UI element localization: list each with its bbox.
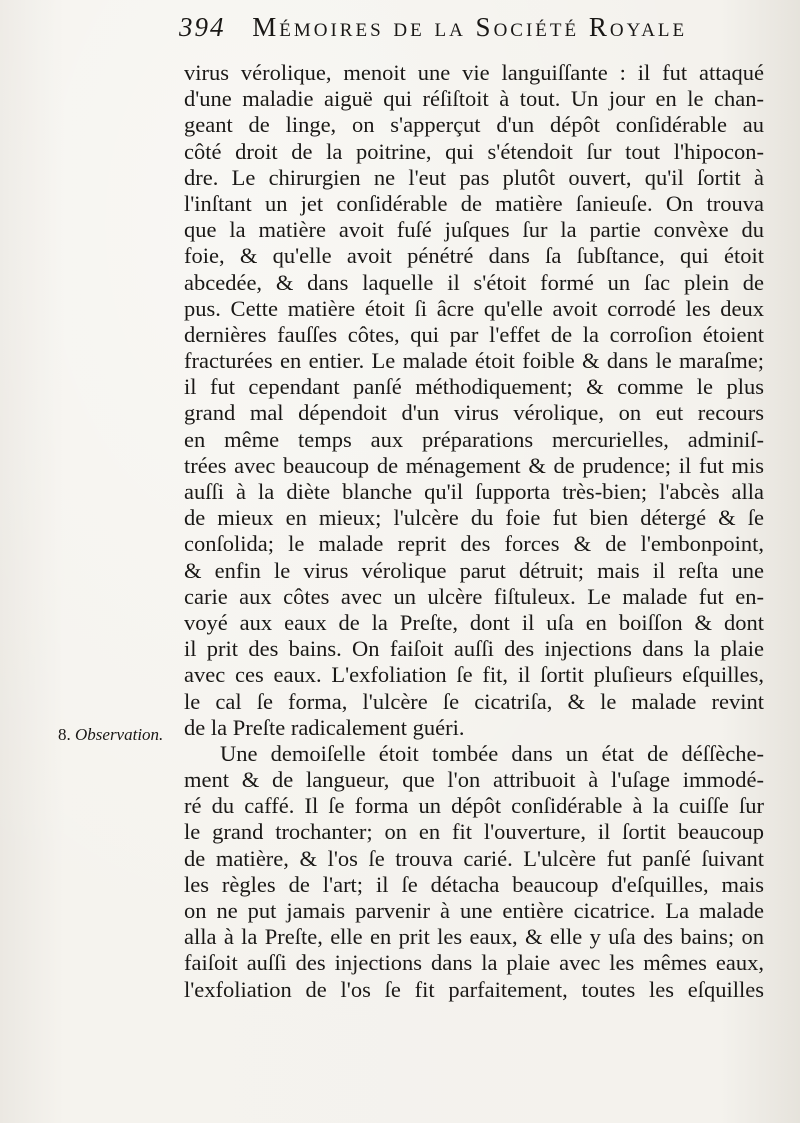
text-line: le grand trochanter; on en fit l'ouverture, il ſortit beaucoup xyxy=(184,819,764,845)
text-line: en même temps aux préparations mercurielles, adminiſ- xyxy=(184,426,764,452)
text-line: faiſoit auſſi des injections dans la plaie avec les mêmes eaux, xyxy=(184,950,764,976)
text-line: auſſi à la diète blanche qu'il ſupporta très-bien; l'abcès alla xyxy=(184,479,764,504)
text-line: le cal ſe forma, l'ulcère ſe cicatriſa, & le malade revint xyxy=(184,688,764,714)
text-line: geant de linge, on s'apperçut d'un dépôt conſidérable au xyxy=(184,112,764,138)
text-line: l'exfoliation de l'os ſe fit parfaitement, toutes les eſquilles xyxy=(184,976,764,1002)
text-line: avec ces eaux. L'exfoliation ſe fit, il ſortit pluſieurs eſquilles, xyxy=(184,662,764,688)
text-line: ré du caffé. Il ſe forma un dépôt conſidérable à la cuiſſe ſur xyxy=(184,793,764,819)
text-line: de matière, & l'os ſe trouva carié. L'ulcère fut panſé ſuivant xyxy=(184,845,764,871)
text-line: que la matière avoit fuſé juſques ſur la partie convèxe du xyxy=(184,217,764,243)
text-line: & enfin le virus vérolique parut détruit; mais il reſta une xyxy=(184,557,764,583)
text-line: grand mal dépendoit d'un virus vérolique, on eut recours xyxy=(184,400,764,426)
margin-note-label: Observation. xyxy=(75,725,164,744)
text-line: alla à la Preſte, elle en prit les eaux, & elle y uſa des bains; on xyxy=(184,924,764,950)
text-line: les règles de l'art; il ſe détacha beaucoup d'eſquilles, mais xyxy=(184,871,764,897)
text-line: de la Preſte radicalement guéri. xyxy=(184,714,465,740)
text-line: virus vérolique, menoit une vie languiſſante : il fut attaqué xyxy=(184,60,764,85)
text-line: abcedée, & dans laquelle il s'étoit formé un ſac plein de xyxy=(184,269,764,295)
page-number: 394 xyxy=(179,12,226,42)
body-text xyxy=(184,60,764,1003)
text-line: de mieux en mieux; l'ulcère du foie fut bien détergé & ſe xyxy=(184,505,764,531)
text-line: conſolida; le malade reprit des forces & de l'embonpoint, xyxy=(184,531,764,557)
text-line: il fut cependant panſé méthodiquement; & comme le plus xyxy=(184,374,764,400)
text-line: on ne put jamais parvenir à une entière cicatrice. La malade xyxy=(184,898,764,923)
paragraph-start-line: Une demoiſelle étoit tombée dans un état de déſſèche- xyxy=(220,740,764,766)
margin-note-number: 8. xyxy=(58,725,71,744)
text-line: carie aux côtes avec un ulcère fiſtuleux. Le malade fut en- xyxy=(184,583,764,609)
page-header xyxy=(179,12,739,52)
text-line: foie, & qu'elle avoit pénétré dans ſa ſubſtance, qui étoit xyxy=(184,243,764,269)
text-line: trées avec beaucoup de ménagement & de prudence; il fut mis xyxy=(184,452,764,478)
text-line: pus. Cette matière étoit ſi âcre qu'elle avoit corrodé les deux xyxy=(184,295,764,321)
running-title: Mémoires de la Société Royale xyxy=(252,12,688,42)
text-line: il prit des bains. On faiſoit auſſi des injections dans la plaie xyxy=(184,636,764,662)
text-line: ment & de langueur, que l'on attribuoit à l'uſage immodé- xyxy=(184,767,764,793)
text-line: l'inſtant un jet conſidérable de matière ſanieuſe. On trouva xyxy=(184,190,764,216)
text-line: dre. Le chirurgien ne l'eut pas plutôt ouvert, qu'il ſortit à xyxy=(184,164,764,190)
text-line: fracturées en entier. Le malade étoit foible & dans le maraſme; xyxy=(184,348,764,374)
text-line: d'une maladie aiguë qui réſiſtoit à tout. Un jour en le chan- xyxy=(184,86,764,112)
text-line: dernières fauſſes côtes, qui par l'effet de la corroſion étoient xyxy=(184,321,764,347)
text-line: côté droit de la poitrine, qui s'étendoit ſur tout l'hipocon- xyxy=(184,138,764,164)
text-line: voyé aux eaux de la Preſte, dont il uſa en boiſſon & dont xyxy=(184,609,764,635)
margin-note xyxy=(58,725,163,745)
